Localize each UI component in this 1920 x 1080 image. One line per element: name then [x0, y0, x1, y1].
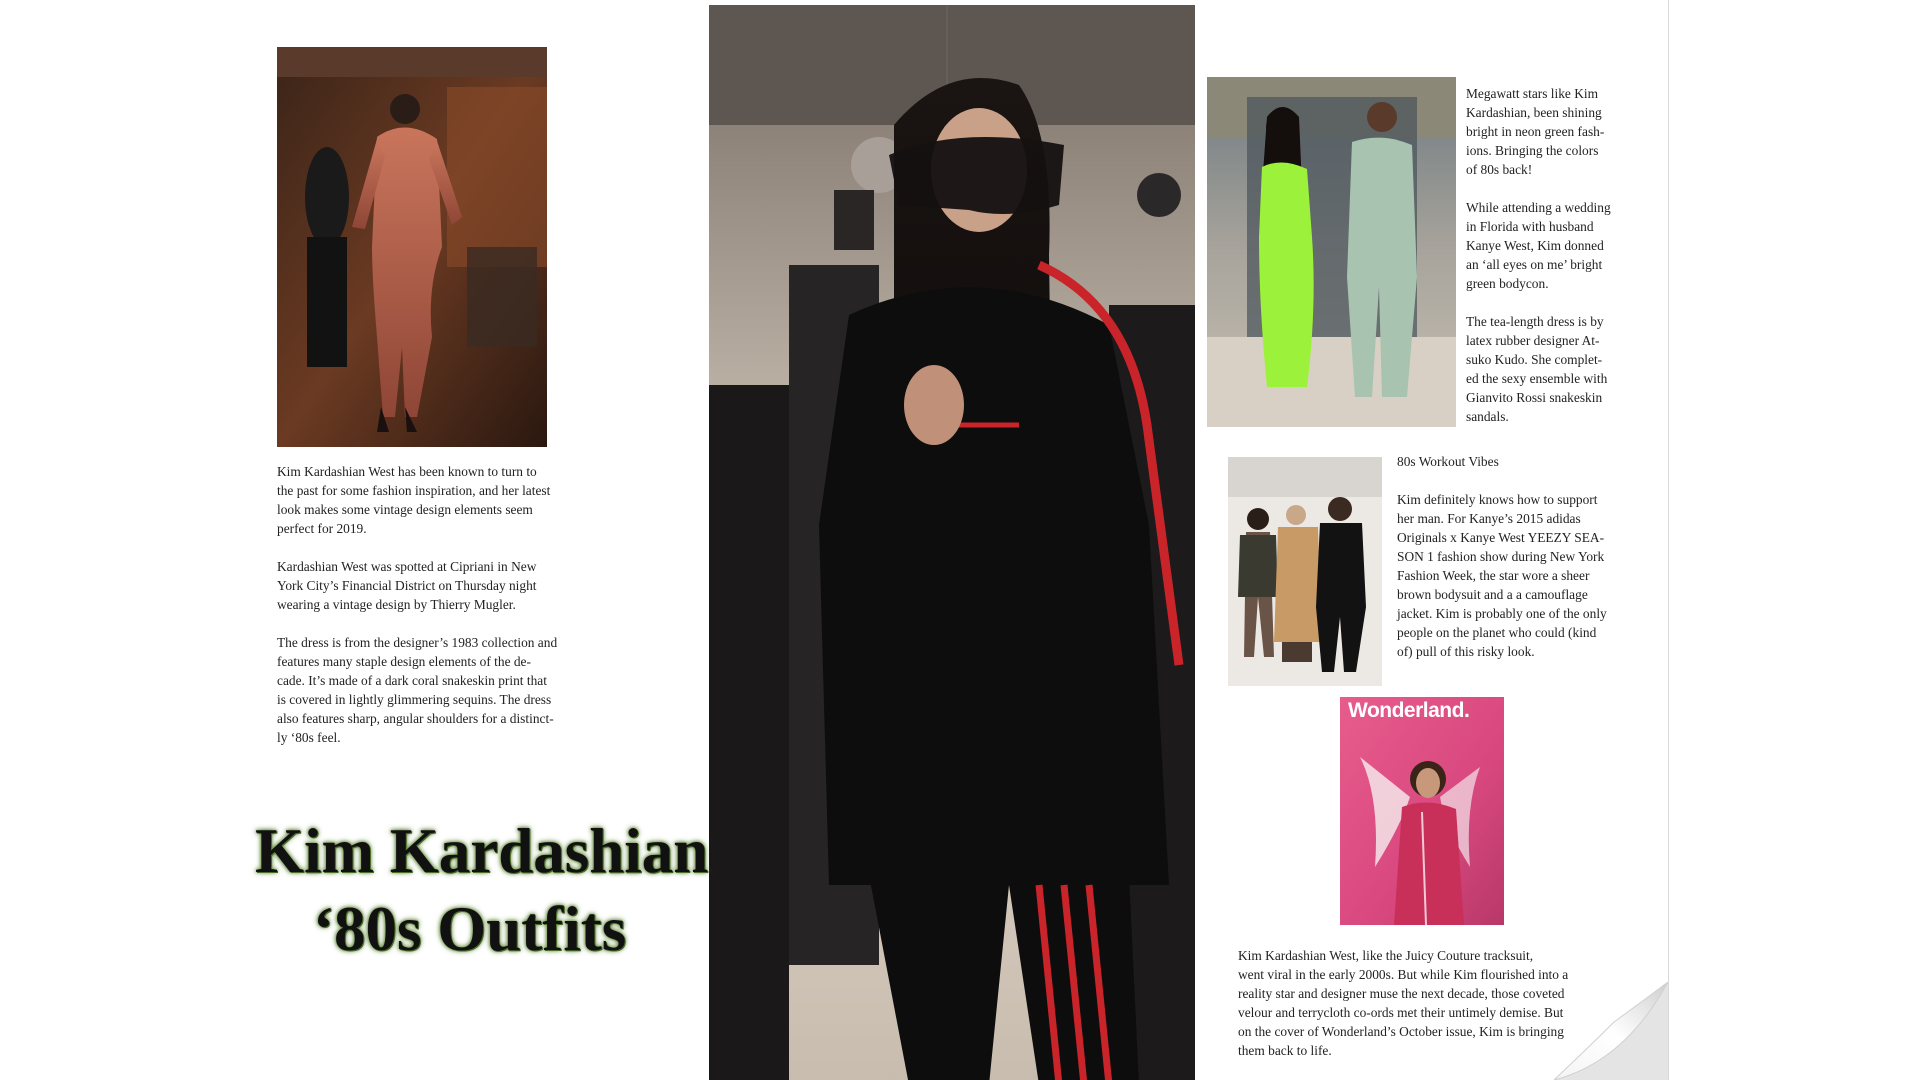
headline-line-2: ‘80s Outfits	[313, 894, 627, 964]
left-paragraph-1: Kim Kardashian West has been known to turn to the past for some fashion inspiration, and her latest look makes some vintage design elements seem perfect for 2019.	[277, 464, 551, 536]
left-article-text	[277, 462, 607, 747]
article-headline	[255, 812, 815, 968]
photo-coral-sequin-dress	[277, 47, 547, 447]
photo-neon-green-bodycon	[1207, 77, 1456, 427]
bottom-paragraph: Kim Kardashian West, like the Juicy Couture tracksuit, went viral in the early 2000s. But while Kim flourished into a reality star and designer muse the next decade, those coveted velour and terrycloth co-ords met their untimely demise. But on the cover of Wonderland’s October issue, Kim is bringing them back to life.	[1238, 948, 1569, 1058]
right-top-article-text	[1466, 84, 1656, 426]
cover-masthead: Wonderland.	[1348, 699, 1470, 722]
page-edge-line	[1668, 0, 1669, 1080]
workout-article-text	[1397, 490, 1657, 661]
headline-line-1: Kim Kardashian	[255, 816, 709, 886]
page-curl-icon	[1554, 982, 1674, 1080]
left-paragraph-2: Kardashian West was spotted at Cipriani in New York City’s Financial District on Thursday night wearing a vintage design by Thierry Mugler.	[277, 559, 537, 612]
right-paragraph-3: The tea-length dress is by latex rubber designer At- suko Kudo. She complet- ed the sexy ensemble with Gianvito Rossi snakeskin sandals.	[1466, 314, 1608, 424]
wonderland-magazine-cover	[1340, 697, 1504, 925]
workout-heading: 80s Workout Vibes	[1397, 454, 1499, 469]
photo-yeezy-season-1	[1228, 457, 1382, 686]
right-paragraph-2: While attending a wedding in Florida with husband Kanye West, Kim donned an ‘all eyes on me’ bright green bodycon.	[1466, 200, 1611, 291]
workout-paragraph: Kim definitely knows how to support her man. For Kanye’s 2015 adidas Originals x Kanye West YEEZY SEA- SON 1 fashion show during New York Fashion Week, the star wore a sheer brown bodysuit and a a camouflage jacket. Kim is probably one of the only people on the planet who could (kind of) pull of this risky look.	[1397, 492, 1607, 659]
left-paragraph-3: The dress is from the designer’s 1983 collection and features many staple design elements of the de- cade. It’s made of a dark coral snakeskin print that is covered in lightly glimmering sequins. The dress also features sharp, angular shoulders for a distinct- ly ‘80s feel.	[277, 635, 558, 745]
right-paragraph-1: Megawatt stars like Kim Kardashian, been shining bright in neon green fash- ions. Bringing the colors of 80s back!	[1466, 86, 1605, 177]
